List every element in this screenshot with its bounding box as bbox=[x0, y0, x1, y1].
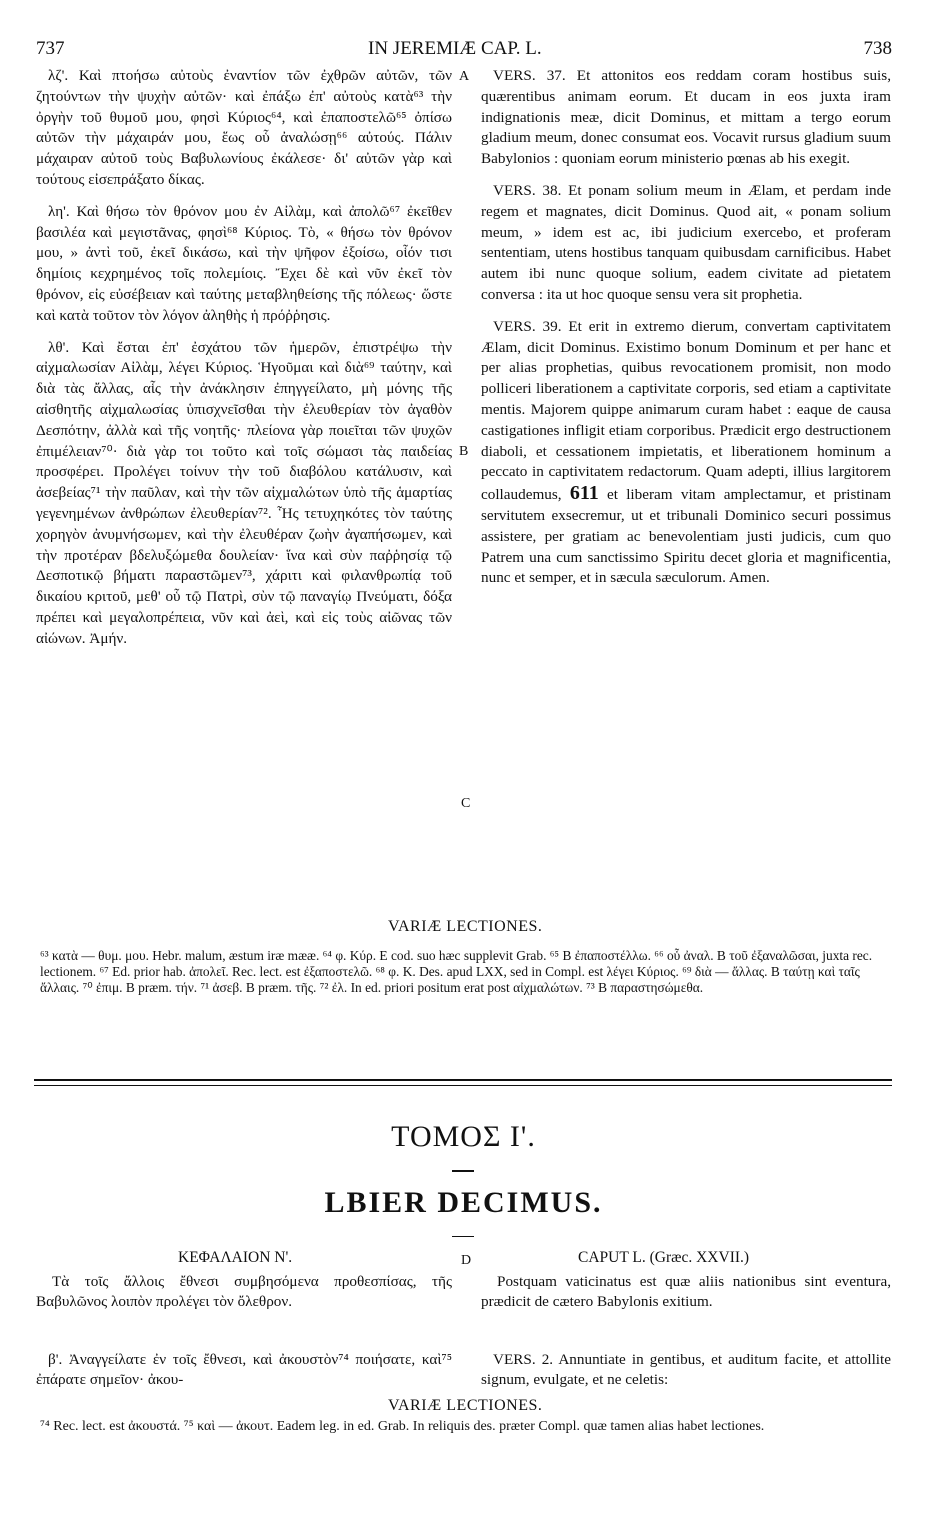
margin-letter-d: D bbox=[461, 1253, 472, 1268]
margin-letter-a: A bbox=[459, 69, 470, 84]
greek-verse-39: λθ'. Καὶ ἔσται ἐπ' ἐσχάτου τῶν ἡμερῶν, ἐπιστρέψω τὴν αἰχμαλωσίαν Αἰλὰμ, λέγει Κύριος. Ἡγοῦμαι καὶ διὰ⁶⁹ ταύτην, καὶ διὰ τὰς ἄλλας, αἷς τὴν ἀνάκλησιν ἐπηγγείλατο, μὴ μόνης τῆς αἰσθητῆς αἰχμαλωσίας ὑπισχνεῖσθαι τὴν ἐλευθερίαν τὸν ἀγαθὸν Δεσπότην, ἀλλὰ καὶ τῆς νοητῆς· πλείονα γὰρ ποιεῖται τῶν ψυχῶν ἐπιμέλειαν⁷⁰· διὰ γὰρ τοι τοῦτο καὶ τοῖς σώμασι τὰς παιδείας προσφέρει. Προλέγει τοίνυν τὴν τοῦ διαβόλου κατάλυσιν, καὶ ἀσεβείας⁷¹ τὴν παῦλαν, καὶ τὴν τῶν αἰχμαλώτων ὑπὸ τῆς ἁμαρτίας γεγενημένων ἀνθρώπων ἐλευθερίαν⁷². Ἧς τετυχηκότες τὸν ταύτης χορηγὸν ἀνυμνήσωμεν, καὶ τὴν ἐλευθέραν ζωὴν ἀγαπήσωμεν, καὶ τὴν προτέραν βδελυξώμεθα δουλείαν· ἵνα καὶ σὺν παῤῥησίᾳ τῷ Δεσποτικῷ βήματι παραστῶμεν⁷³, χάριτι καὶ φιλανθρωπίᾳ τοῦ δικαίου κριτοῦ, μεθ' οὗ τῷ Πατρὶ, σὺν τῷ παναγίῳ Πνεύματι, δόξα πρέπει καὶ μεγαλοπρέπεια, νῦν καὶ ἀεὶ, καὶ εἰς τοὺς αἰῶνας τῶν αἰώνων. Ἀμήν. bbox=[36, 338, 452, 647]
margin-letter-c: C bbox=[461, 796, 471, 811]
left-page-number: 737 bbox=[36, 38, 65, 59]
margin-letter-b: B bbox=[459, 444, 469, 459]
divider-rule-top bbox=[34, 1079, 892, 1081]
latin-verse-38: VERS. 38. Et ponam solium meum in Ælam, et perdam inde regem et magnates, dicit Dominus. Quod ait, « ponam solium meum, » idem est ac, ibi judicium exercebo, et proferam sententiam, utens hostibus tanquam quibusdam carnificibus. Habet autem ibi nunc quoque solium, eadem civitate ad pietatem conversa : ita ut hoc quoque sensu vera sit prophetia. bbox=[481, 181, 891, 303]
latin-verse-39 bbox=[481, 317, 891, 589]
latin-column bbox=[481, 66, 891, 600]
variae-lectiones-notes bbox=[40, 948, 892, 997]
variae-lectiones-heading: VARIÆ LECTIONES. bbox=[388, 918, 543, 935]
book-title: LBIER DECIMUS. bbox=[324, 1186, 603, 1219]
variae-lectiones-text-2: ⁷⁴ Rec. lect. est ἀκουστά. ⁷⁵ καὶ — ἀκουτ. Eadem leg. in ed. Grab. In reliquis des. præter Compl. quæ tamen alias habet lectiones. bbox=[40, 1419, 765, 1434]
greek-verse-37: λζ'. Καὶ πτοήσω αὐτοὺς ἐναντίον τῶν ἐχθρῶν αὐτῶν, τῶν ζητούντων τὴν ψυχὴν αὐτῶν· καὶ ἐπάξω ἐπ' αὐτοὺς κατὰ⁶³ τὴν ὀργὴν τοῦ θυμοῦ μου, φησὶ Κύριος⁶⁴, καὶ ἐπαποστελῶ⁶⁵ ὀπίσω αὐτῶν τὴν μάχαιράν μου, ἕως οὗ ἀναλώσῃ⁶⁶ αὐτούς. Πάλιν μάχαιραν αὐτοῦ τοὺς Βαβυλωνίους ἐκάλεσε· δι' αὐτῶν γὰρ καὶ τούτους εἰσεπράξατο δίκας. bbox=[36, 67, 452, 188]
latin-verse-37: VERS. 37. Et attonitos eos reddam coram hostibus suis, quærentibus animam eorum. Et ducam in eos juxta iram indignationis meæ, dicit Dominus, et mittam a tergo eorum gladium meum, donec consumat eos. Vocavit rursus gladium suum Babylonios : quoniam eorum ministerio pœnas ab his exegit. bbox=[481, 67, 891, 168]
tome-dash bbox=[452, 1170, 474, 1172]
latin-verse-2: VERS. 2. Annuntiate in gentibus, et auditum facite, et attollite signum, evulgate, et ne celetis: bbox=[481, 1351, 891, 1388]
running-title: IN JEREMIÆ CAP. L. bbox=[368, 38, 542, 59]
greek-verse-38: λη'. Καὶ θήσω τὸν θρόνον μου ἐν Αἰλὰμ, καὶ ἀπολῶ⁶⁷ ἐκεῖθεν βασιλέα καὶ μεγιστᾶνας, φησὶ⁶⁸ Κύριος. Τὸ, « θήσω τὸν θρόνον μου, » ἀντὶ τοῦ, ἐκεῖ δικάσω, καὶ τὴν ψῆφον ἐξοίσω, οἷόν τισι δημίοις κεχρημένος τοῖς πολεμίοις. Ἔχει δὲ καὶ νῦν ἐκεῖ τὸν θρόνον, εἰς εὐσέβειαν καὶ ταύτης μεταβληθείσης τῆς πόλεως· ὥστε καὶ κατὰ τοῦτον τὸν λόγον ἀληθὴς ἡ πρόῤῥησις. bbox=[36, 202, 452, 324]
right-page-number: 738 bbox=[863, 38, 892, 59]
latin-chapter-heading: CAPUT L. (Græc. XXVII.) bbox=[578, 1249, 750, 1266]
book-dash bbox=[452, 1236, 474, 1237]
column-number: 611 bbox=[569, 482, 599, 505]
latin-chapter-summary: Postquam vaticinatus est quæ aliis nationibus sint eventura, prædicit de cætero Babylonis exitium. bbox=[481, 1273, 891, 1310]
greek-column bbox=[36, 66, 452, 661]
divider-rule-bottom bbox=[34, 1085, 892, 1086]
greek-verse-2: β'. Ἀναγγείλατε ἐν τοῖς ἔθνεσι, καὶ ἀκουστὸν⁷⁴ ποιήσατε, καὶ⁷⁵ ἐπάρατε σημεῖον· ἀκου- bbox=[36, 1351, 452, 1388]
latin-verse-39-text: VERS. 39. Et erit in extremo dierum, convertam captivitatem Ælam, dicit Dominus. Existimo bonum Dominum et per hanc et per alias prophetias, quibus revocationem promisit, non modo polliceri liberationem a captivitate corporis, sed etiam a captivitate mentis. Majorem quippe animarum curam habet : eaque de causa castigationes infligit etiam corporibus. Prædicit ergo destructionem diaboli, et cessationem impietatis, et liberationem hominum a peccato in captivitatem redactorum. Quam adepti, illius largitorem collaudemus, bbox=[481, 317, 891, 504]
running-header bbox=[36, 38, 892, 64]
tome-heading: ΤΟΜΟΣ Ι'. bbox=[391, 1120, 536, 1153]
variae-lectiones-text: ⁶³ κατὰ — θυμ. μου. Hebr. malum, æstum iræ mææ. ⁶⁴ φ. Κύρ. E cod. suo hæc supplevit Grab. ⁶⁵ B ἐπαποστέλλω. ⁶⁶ οὗ ἀναλ. B τοῦ ἐξαναλῶσαι, juxta rec. lectionem. ⁶⁷ Ed. prior hab. ἀπολεῖ. Rec. lect. est ἐξαποστελῶ. ⁶⁸ φ. K. Des. apud LXX, sed in Compl. est λέγει Κύριος. ⁶⁹ διὰ — ἄλλας. B ταύτῃ καὶ ταῖς ἄλλαις. ⁷⁰ ἐπιμ. B præm. τήν. ⁷¹ ἀσεβ. B præm. τῆς. ⁷² ἐλ. In ed. priori positum erat post αἰχμαλώτων. ⁷³ B παραστησώμεθα. bbox=[40, 948, 873, 996]
greek-chapter-summary: Τὰ τοῖς ἄλλοις ἔθνεσι συμβησόμενα προθεσπίσας, τῆς Βαβυλῶνος λοιπὸν προλέγει τὸν ὄλεθρον. bbox=[36, 1273, 452, 1310]
variae-lectiones-notes-2 bbox=[40, 1419, 892, 1435]
greek-chapter-heading: ΚΕΦΑΛΑΙΟΝ Ν'. bbox=[178, 1249, 293, 1266]
latin-verse-39-end: et liberam vitam amplectamur, et pristinam servitutem exsecremur, ut et tribunali Dominico securi possimus assistere, per gratiam ac benevolentiam justi judicis, cum quo Patrem una cum sanctissimo Spiritu decet gloria et magnificentia, nunc et semper, et in sæcula sæculorum. Amen. bbox=[481, 486, 892, 587]
variae-lectiones-heading-2: VARIÆ LECTIONES. bbox=[388, 1397, 543, 1414]
